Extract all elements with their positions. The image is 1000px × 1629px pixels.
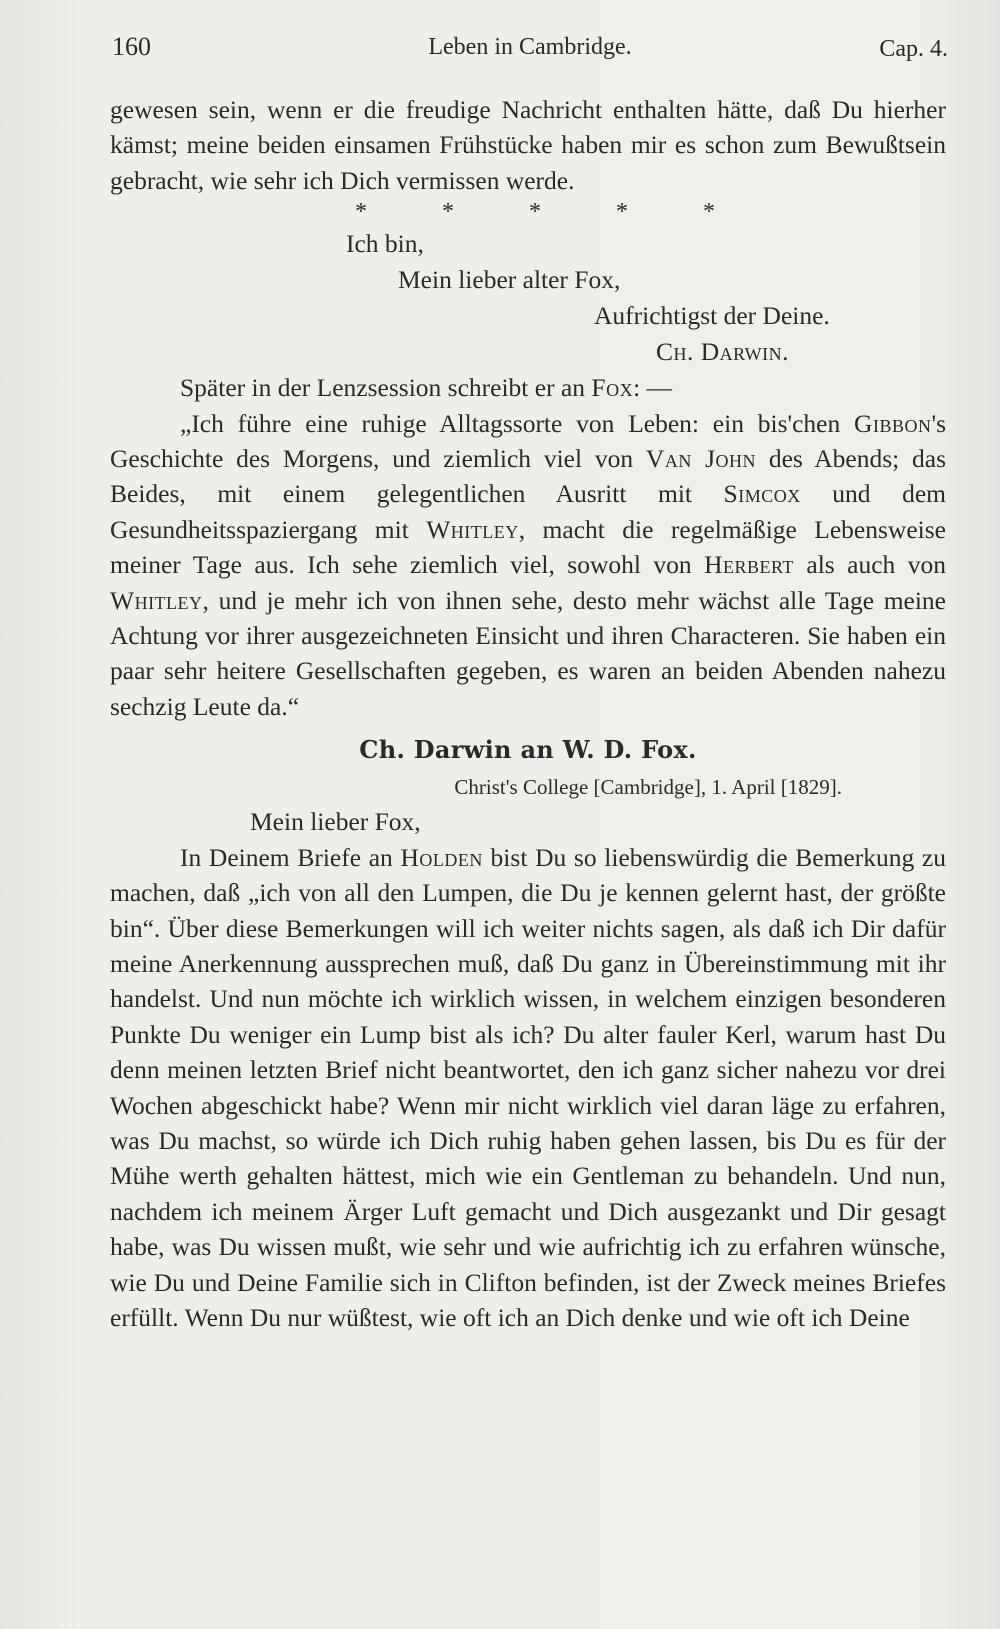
section-break-asterisks bbox=[355, 198, 715, 226]
asterisk: * bbox=[529, 199, 541, 226]
letter-heading: Ch. Darwin an W. D. Fox. bbox=[359, 735, 697, 765]
running-title: Leben in Cambridge. bbox=[428, 34, 632, 60]
quote-text: , macht die regelmäßige Lebensweise meiner Tage aus. Ich sehe ziemlich viel, sowohl von bbox=[110, 514, 946, 580]
letter-signature: Ch. Darwin. bbox=[656, 337, 790, 367]
name-simcox: Simcox bbox=[723, 479, 801, 509]
asterisk: * bbox=[442, 199, 454, 226]
letter-continuation-paragraph: gewesen sein, wenn er die freudige Nachricht enthalten hätte, daß Du hierher kämst; meine beiden einsamen Frühstücke haben mir es schon zum Bewußtsein gebracht, wie sehr ich Dich vermissen werde. bbox=[110, 95, 946, 195]
page-number: 160 bbox=[112, 32, 151, 61]
closing-address: Mein lieber alter Fox, bbox=[398, 265, 621, 295]
letter-body-paragraph bbox=[110, 840, 946, 1336]
narrative-text: Später in der Lenzsession schreibt er an bbox=[180, 373, 592, 403]
narrative-text: : — bbox=[633, 373, 673, 403]
quote-text: des Abends; das Beides, mit einem gelegentlichen Ausritt mit bbox=[110, 444, 947, 509]
name-van-john: Van John bbox=[645, 444, 757, 474]
asterisk: * bbox=[616, 199, 628, 226]
closing-valediction: Aufrichtigst der Deine. bbox=[594, 301, 830, 331]
letter-salutation: Mein lieber Fox, bbox=[250, 806, 421, 836]
letter-text: In Deinem Briefe an bbox=[180, 842, 401, 872]
chapter-label: Cap. 4. bbox=[879, 36, 948, 62]
name-fox: Fox bbox=[591, 373, 634, 403]
name-whitley: Whitley bbox=[110, 585, 203, 615]
closing-line: Ich bin, bbox=[346, 229, 424, 259]
quoted-letter-paragraph bbox=[110, 406, 946, 725]
quote-text: als auch von bbox=[793, 550, 946, 580]
name-whitley: Whitley bbox=[426, 514, 519, 544]
name-herbert: Herbert bbox=[704, 550, 794, 580]
quote-text: und dem Gesundheitsspaziergang mit bbox=[110, 479, 947, 544]
page-header bbox=[112, 32, 948, 68]
quote-text: „Ich führe eine ruhige Alltagssorte von Leben: ein bis'chen bbox=[180, 408, 855, 438]
narrative-paragraph bbox=[110, 370, 946, 405]
quote-text: 's Geschichte des Morgens, und ziemlich viel von bbox=[110, 408, 946, 474]
asterisk: * bbox=[355, 199, 367, 226]
letter-text: bist Du so liebenswürdig die Bemerkung zu machen, daß „ich von all den Lumpen, die Du je kennen gelernt hast, der größte bin“. Über diese Bemerkungen will ich weiter nichts sagen, als daß ich Dir dafür meine Anerkennung aussprechen muß, daß Du ganz in Übereinstimmung mit ihr handelst. Und nun möchte ich wirklich wissen, in welchem einzigen besonderen Punkte Du weniger ein Lump bist als ich? Du alter fauler Kerl, warum hast Du denn meinen letzten Brief nicht beantwortet, den ich ganz sicher nahezu vor drei Wochen abgeschickt habe? Wenn mir nicht wirklich viel daran läge zu erfahren, was Du machst, so würde ich Dich ruhig haben gehen lassen, bis Du es für der Mühe werth gehalten hättest, mich wie ein Gentleman zu behandeln. Und nun, nachdem ich meinem Ärger Luft gemacht und Dich ausgezankt und Dir gesagt habe, was Du wissen mußt, wie sehr und wie aufrichtig ich zu erfahren wünsche, wie Du und Deine Familie sich in Clifton befinden, ist der Zweck meines Briefes erfüllt. Wenn Du nur wüßtest, wie oft ich an Dich denke und wie oft ich Deine bbox=[110, 842, 946, 1332]
letter-dateline: Christ's College [Cambridge], 1. April [1829]. bbox=[454, 774, 842, 799]
page-body bbox=[110, 92, 946, 1335]
name-holden: Holden bbox=[400, 842, 483, 872]
name-gibbon: Gibbon bbox=[854, 408, 932, 438]
asterisk: * bbox=[703, 199, 715, 226]
quote-text: , und je mehr ich von ihnen sehe, desto mehr wächst alle Tage meine Achtung vor ihrer ausgezeichneten Einsicht und ihren Characteren. Sie haben ein paar sehr heitere Gesellschaften gegeben, es waren an beiden Abenden nahezu sechzig Leute da.“ bbox=[110, 585, 946, 721]
